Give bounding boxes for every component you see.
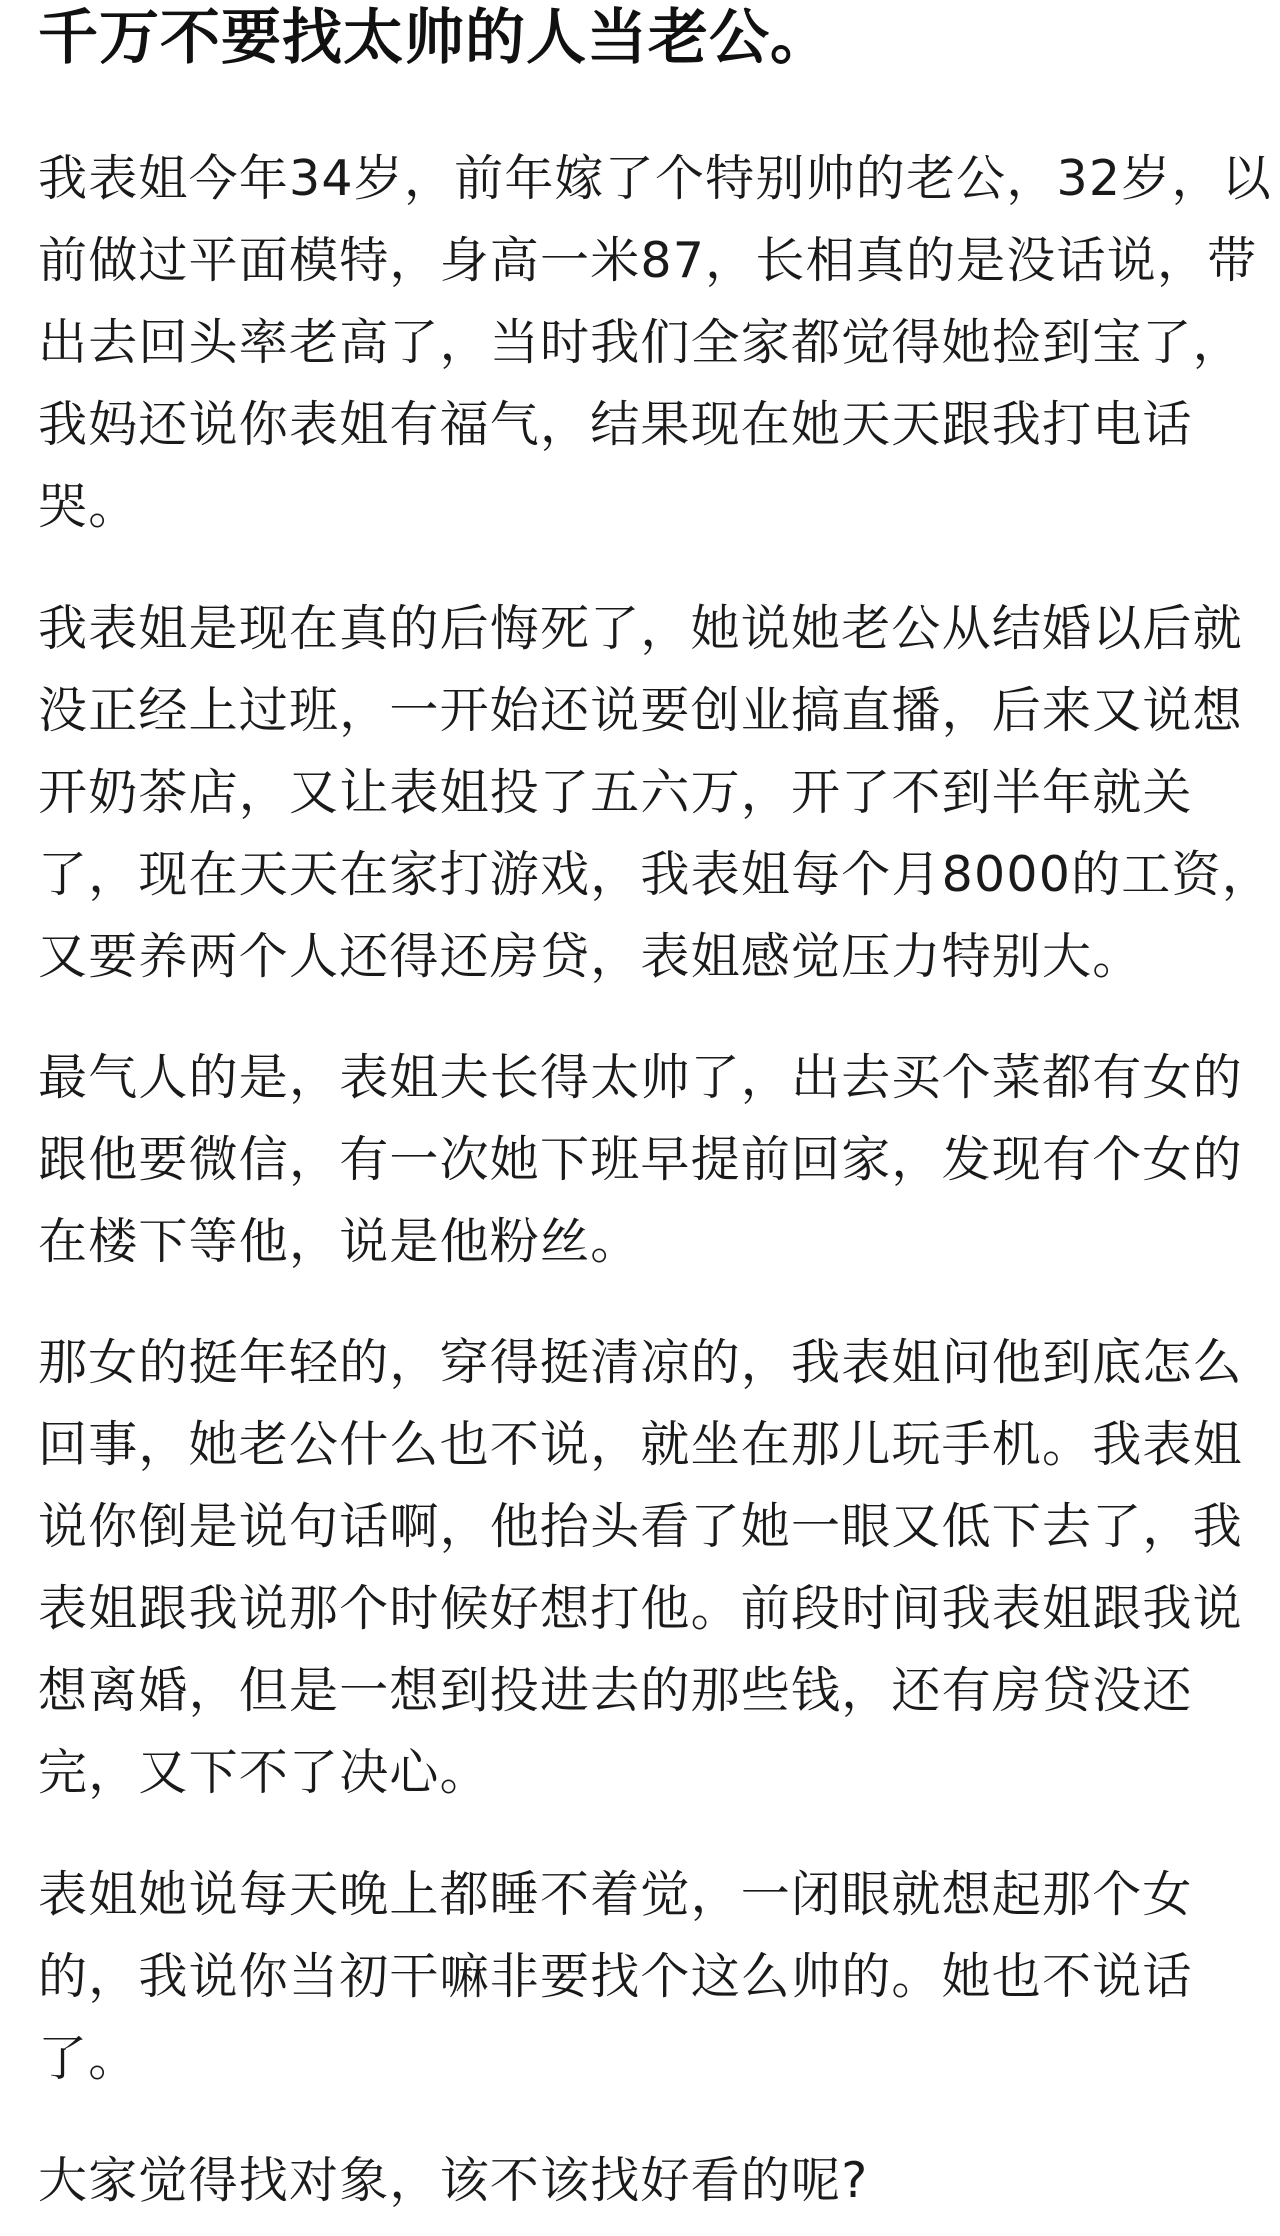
text-line: 出去回头率老高了，当时我们全家都觉得她捡到宝了， <box>38 314 1243 371</box>
text-line: 回事，她老公什么也不说，就坐在那儿玩手机。我表姐 <box>38 1416 1243 1473</box>
paragraph-4 <box>38 1322 1243 1814</box>
text-line: 没正经上过班，一开始还说要创业搞直播，后来又说想 <box>38 682 1243 739</box>
text-line: 我表姐今年34岁，前年嫁了个特别帅的老公，32岁，以 <box>38 150 1272 207</box>
text-line: 了。 <box>38 2030 139 2087</box>
text-line: 那女的挺年轻的，穿得挺清凉的，我表姐问他到底怎么 <box>38 1334 1243 1391</box>
paragraph-3 <box>38 1037 1243 1283</box>
text-line: 说你倒是说句话啊，他抬头看了她一眼又低下去了，我 <box>38 1498 1243 1555</box>
text-line: 跟他要微信，有一次她下班早提前回家，发现有个女的 <box>38 1131 1243 1188</box>
text-line: 在楼下等他，说是他粉丝。 <box>38 1213 641 1270</box>
paragraph-5 <box>38 1854 1193 2100</box>
text-line: 表姐她说每天晚上都睡不着觉，一闭眼就想起那个女 <box>38 1866 1193 1923</box>
text-line: 最气人的是，表姐夫长得太帅了，出去买个菜都有女的 <box>38 1049 1243 1106</box>
text-line: 表姐跟我说那个时候好想打他。前段时间我表姐跟我说 <box>38 1580 1243 1637</box>
article-title: 千万不要找太帅的人当老公。 <box>38 3 831 73</box>
paragraph-2 <box>38 588 1272 998</box>
paragraph-1 <box>38 138 1272 548</box>
text-line: 开奶茶店，又让表姐投了五六万，开了不到半年就关 <box>38 764 1193 821</box>
text-line: 想离婚，但是一想到投进去的那些钱，还有房贷没还 <box>38 1662 1193 1719</box>
text-line: 又要养两个人还得还房贷，表姐感觉压力特别大。 <box>38 928 1143 985</box>
text-line: 哭。 <box>38 478 139 535</box>
paragraph-6 <box>38 2140 868 2222</box>
text-line: 我妈还说你表姐有福气，结果现在她天天跟我打电话 <box>38 396 1193 453</box>
text-line: 大家觉得找对象，该不该找好看的呢? <box>38 2152 869 2209</box>
text-line: 了，现在天天在家打游戏，我表姐每个月8000的工资， <box>38 846 1272 903</box>
text-line: 我表姐是现在真的后悔死了，她说她老公从结婚以后就 <box>38 600 1243 657</box>
text-line: 的，我说你当初干嘛非要找个这么帅的。她也不说话 <box>38 1948 1193 2005</box>
text-line: 完，又下不了决心。 <box>38 1744 490 1801</box>
text-line: 前做过平面模特，身高一米87，长相真的是没话说，带 <box>38 232 1258 289</box>
